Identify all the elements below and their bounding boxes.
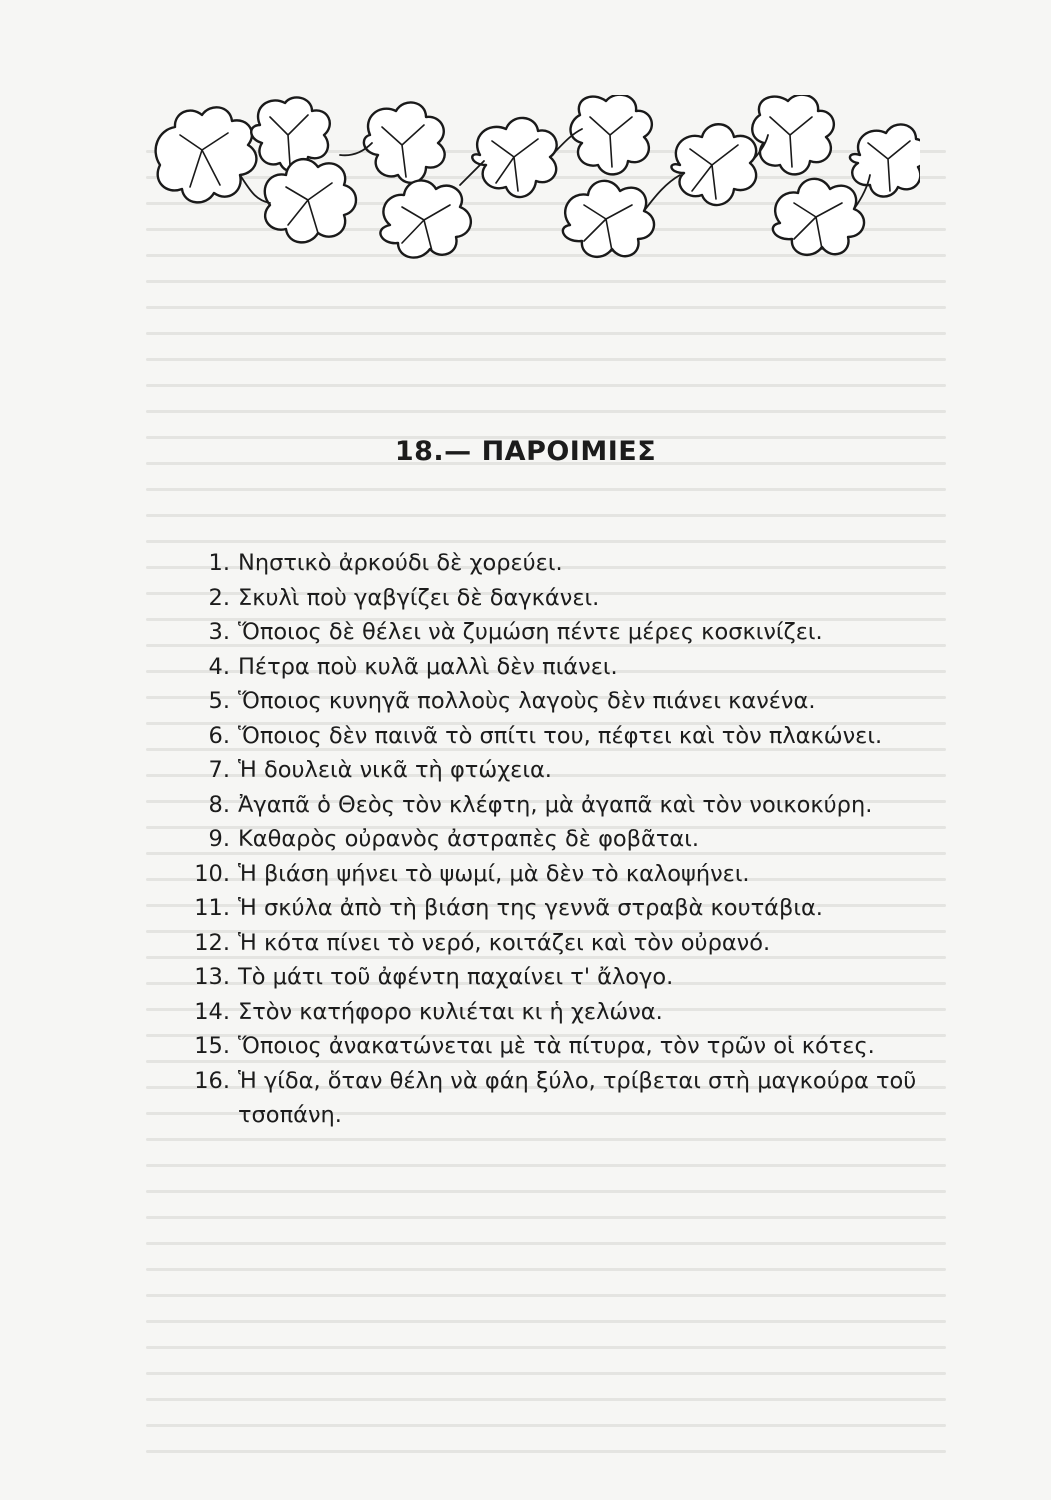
- proverb-number: 16.: [194, 1067, 230, 1094]
- proverb-number: 15.: [194, 1033, 230, 1059]
- proverb-number: 14.: [194, 998, 230, 1025]
- proverb-text: Ἡ γίδα, ὅταν θέλη νὰ φάη ξύλο, τρίβεται στὴ μαγκούρα τοῦ τσοπάνη.: [238, 1067, 917, 1128]
- list-item: [166, 891, 956, 926]
- vine-leaf-ornament: [140, 95, 920, 280]
- proverb-number: 11.: [194, 895, 230, 921]
- proverb-text: Ὅποιος δὲ θέλει νὰ ζυμώση πέντε μέρες κοσκινίζει.: [238, 619, 823, 645]
- proverb-text: Ἡ σκύλα ἀπὸ τὴ βιάση της γεννᾶ στραβὰ κουτάβια.: [238, 895, 823, 921]
- list-item: [166, 822, 956, 857]
- proverb-text: Ὅποιος κυνηγᾶ πολλοὺς λαγοὺς δὲν πιάνει κανένα.: [238, 688, 816, 714]
- proverb-number: 7.: [208, 757, 230, 783]
- list-item: [166, 615, 956, 650]
- proverb-number: 10.: [194, 860, 230, 887]
- list-item: [166, 581, 956, 616]
- proverb-number: 8.: [208, 791, 230, 818]
- list-item: [166, 753, 956, 788]
- proverb-number: 4.: [208, 653, 230, 680]
- proverb-number: 9.: [208, 826, 230, 852]
- proverb-number: 12.: [194, 929, 230, 956]
- proverb-text: Νηστικὸ ἀρκούδι δὲ χορεύει.: [238, 550, 563, 576]
- list-item: [166, 788, 956, 823]
- proverb-text: Τὸ μάτι τοῦ ἀφέντη παχαίνει τ' ἄλογο.: [238, 964, 674, 990]
- proverb-text: Ἀγαπᾶ ὁ Θεὸς τὸν κλέφτη, μὰ ἀγαπᾶ καὶ τὸν νοικοκύρη.: [238, 791, 873, 818]
- page-title: 18.— ΠΑΡΟΙΜΙΕΣ: [394, 436, 657, 468]
- proverb-number: 6.: [208, 722, 230, 749]
- list-item: [166, 1029, 956, 1064]
- proverb-number: 5.: [208, 688, 230, 714]
- proverb-text: Ὅποιος δὲν παινᾶ τὸ σπίτι του, πέφτει καὶ τὸν πλακώνει.: [238, 722, 883, 749]
- list-item: [166, 857, 956, 892]
- proverb-text: Ἡ βιάση ψήνει τὸ ψωμί, μὰ δὲν τὸ καλοψήνει.: [238, 860, 750, 887]
- list-item: [166, 684, 956, 719]
- proverb-text: Καθαρὸς οὐρανὸς ἀστραπὲς δὲ φοβᾶται.: [238, 826, 700, 852]
- list-item: [166, 926, 956, 961]
- list-item: [166, 650, 956, 685]
- list-item: [166, 719, 956, 754]
- proverb-text: Σκυλὶ ποὺ γαβγίζει δὲ δαγκάνει.: [238, 584, 600, 611]
- list-item: [166, 995, 956, 1030]
- proverb-text: Πέτρα ποὺ κυλᾶ μαλλὶ δὲν πιάνει.: [238, 653, 618, 680]
- list-item: [166, 1064, 956, 1133]
- proverb-list: [166, 546, 956, 1133]
- proverb-number: 13.: [194, 964, 230, 990]
- proverb-text: Ἡ δουλειὰ νικᾶ τὴ φτώχεια.: [238, 757, 552, 783]
- proverb-text: Ἡ κότα πίνει τὸ νερό, κοιτάζει καὶ τὸν οὐρανό.: [238, 929, 771, 956]
- proverb-text: Στὸν κατήφορο κυλιέται κι ἡ χελώνα.: [238, 998, 663, 1025]
- proverb-number: 3.: [208, 619, 230, 645]
- list-item: [166, 546, 956, 581]
- proverb-text: Ὅποιος ἀνακατώνεται μὲ τὰ πίτυρα, τὸν τρῶν οἱ κότες.: [238, 1033, 875, 1059]
- proverb-number: 1.: [208, 550, 230, 576]
- proverb-number: 2.: [208, 584, 230, 611]
- list-item: [166, 960, 956, 995]
